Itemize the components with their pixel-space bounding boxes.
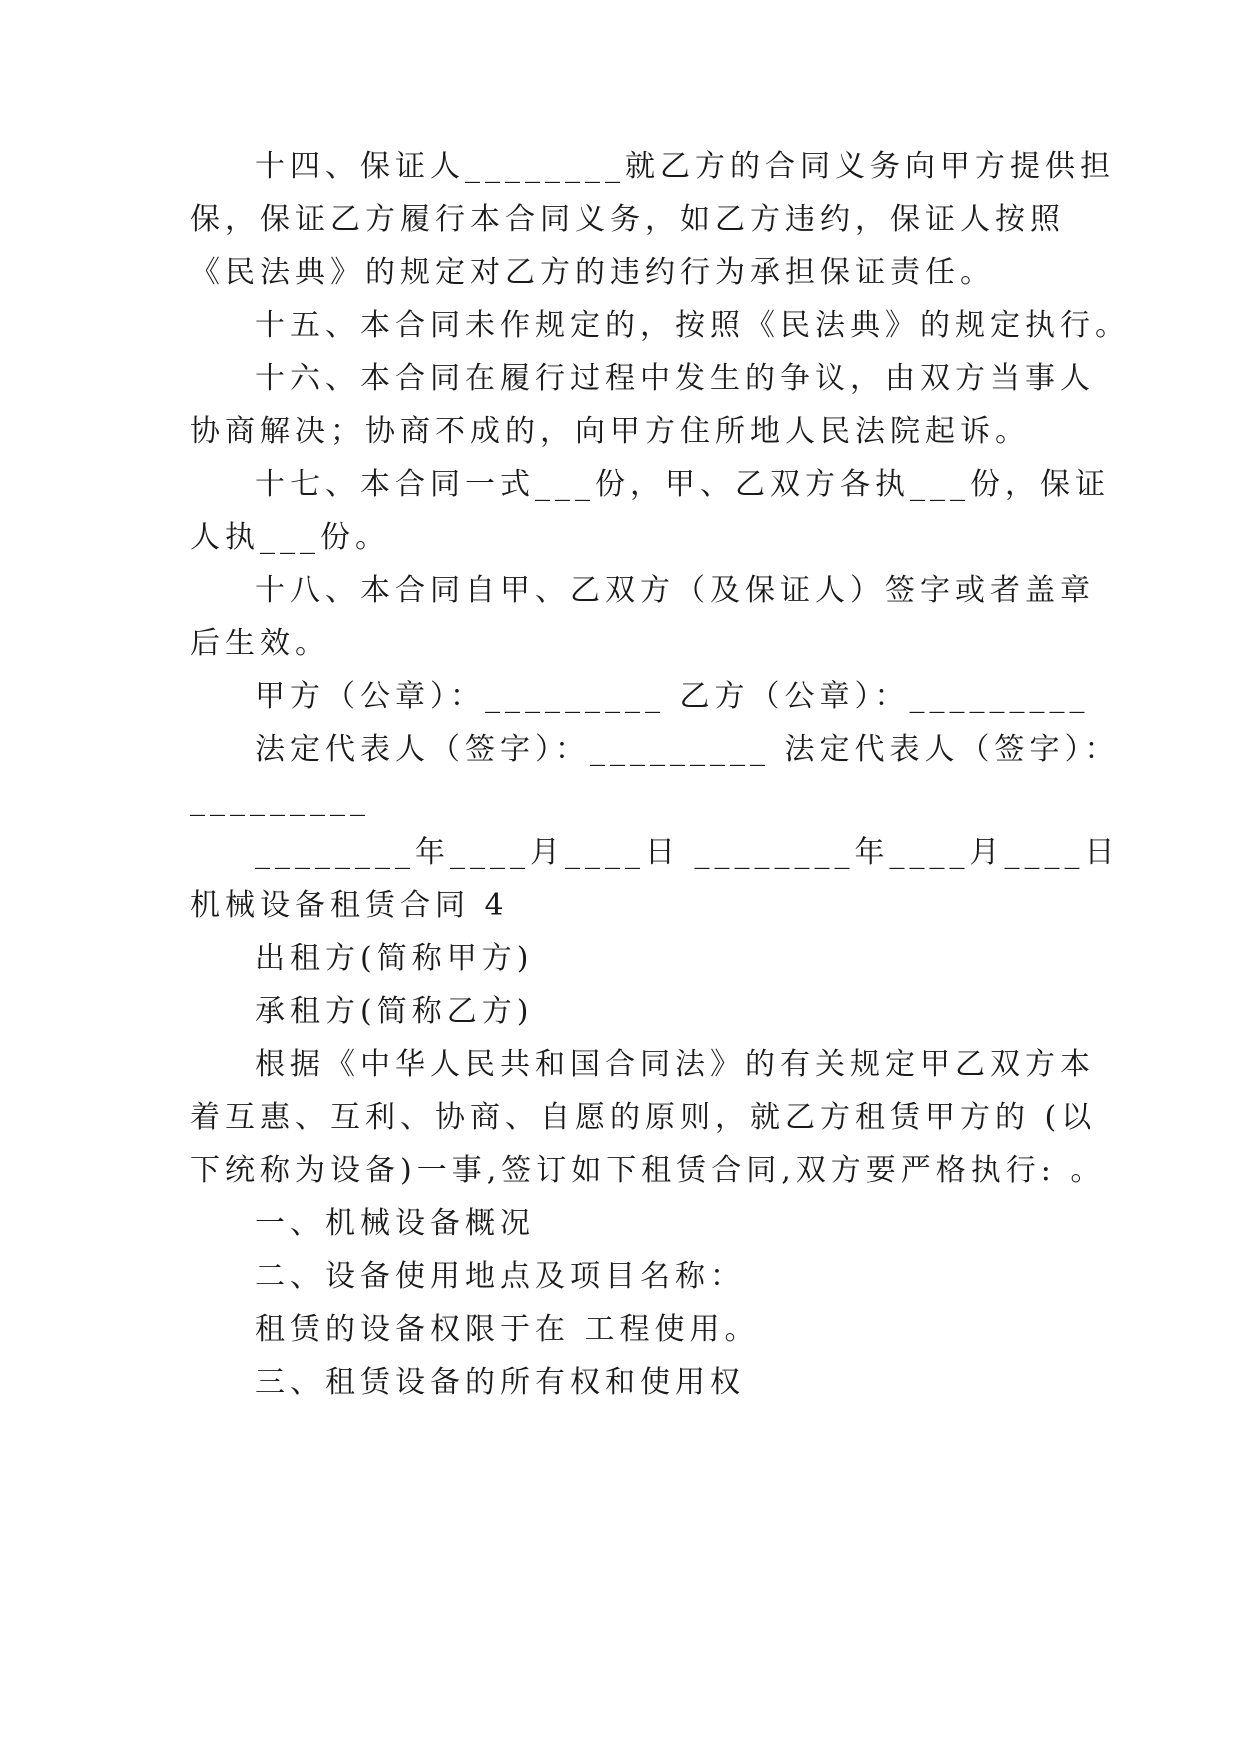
- clause-18-line-1: 十八、本合同自甲、乙双方（及保证人）签字或者盖章: [255, 573, 1095, 608]
- preamble-line-1: 根据《中华人民共和国合同法》的有关规定甲乙双方本: [255, 1047, 1095, 1082]
- section-1-heading: 一、机械设备概况: [255, 1206, 535, 1241]
- clause-16-line-2: 协商解决；协商不成的，向甲方住所地人民法院起诉。: [190, 414, 1030, 449]
- seal-line: 甲方（公章）：_________ 乙方（公章）：_________: [255, 679, 1090, 714]
- preamble-line-3: 下统称为设备)一事,签订如下租赁合同,双方要严格执行: 。: [190, 1153, 1106, 1188]
- preamble-line-2: 着互惠、互利、协商、自愿的原则，就乙方租赁甲方的 (以: [190, 1100, 1097, 1135]
- lessee-line: 承租方(简称乙方): [255, 994, 534, 1029]
- clause-18-line-2: 后生效。: [190, 626, 330, 661]
- section-2-text: 租赁的设备权限于在 工程使用。: [255, 1312, 760, 1347]
- clause-14-line-2: 保，保证乙方履行本合同义务，如乙方违约，保证人按照: [190, 202, 1065, 237]
- clause-14-line-1: 十四、保证人________就乙方的合同义务向甲方提供担: [255, 149, 1115, 184]
- signature-line: 法定代表人（签字）：_________ 法定代表人（签字）：: [255, 732, 1120, 767]
- section-2-heading: 二、设备使用地点及项目名称：: [255, 1259, 745, 1294]
- lessor-line: 出租方(简称甲方): [255, 941, 534, 976]
- clause-14-line-3: 《民法典》的规定对乙方的违约行为承担保证责任。: [190, 255, 995, 290]
- clause-17-line-2: 人执___份。: [190, 520, 390, 555]
- section-3-heading: 三、租赁设备的所有权和使用权: [255, 1365, 745, 1400]
- clause-17-line-1: 十七、本合同一式___份，甲、乙双方各执___份，保证: [255, 467, 1110, 502]
- contract-title: 机械设备租赁合同 4: [190, 888, 509, 923]
- clause-16-line-1: 十六、本合同在履行过程中发生的争议，由双方当事人: [255, 361, 1095, 396]
- date-line: ________年____月____日 ________年____月____日: [255, 835, 1120, 870]
- clause-15: 十五、本合同未作规定的，按照《民法典》的规定执行。: [255, 308, 1130, 343]
- signature-blank: _________: [190, 782, 370, 817]
